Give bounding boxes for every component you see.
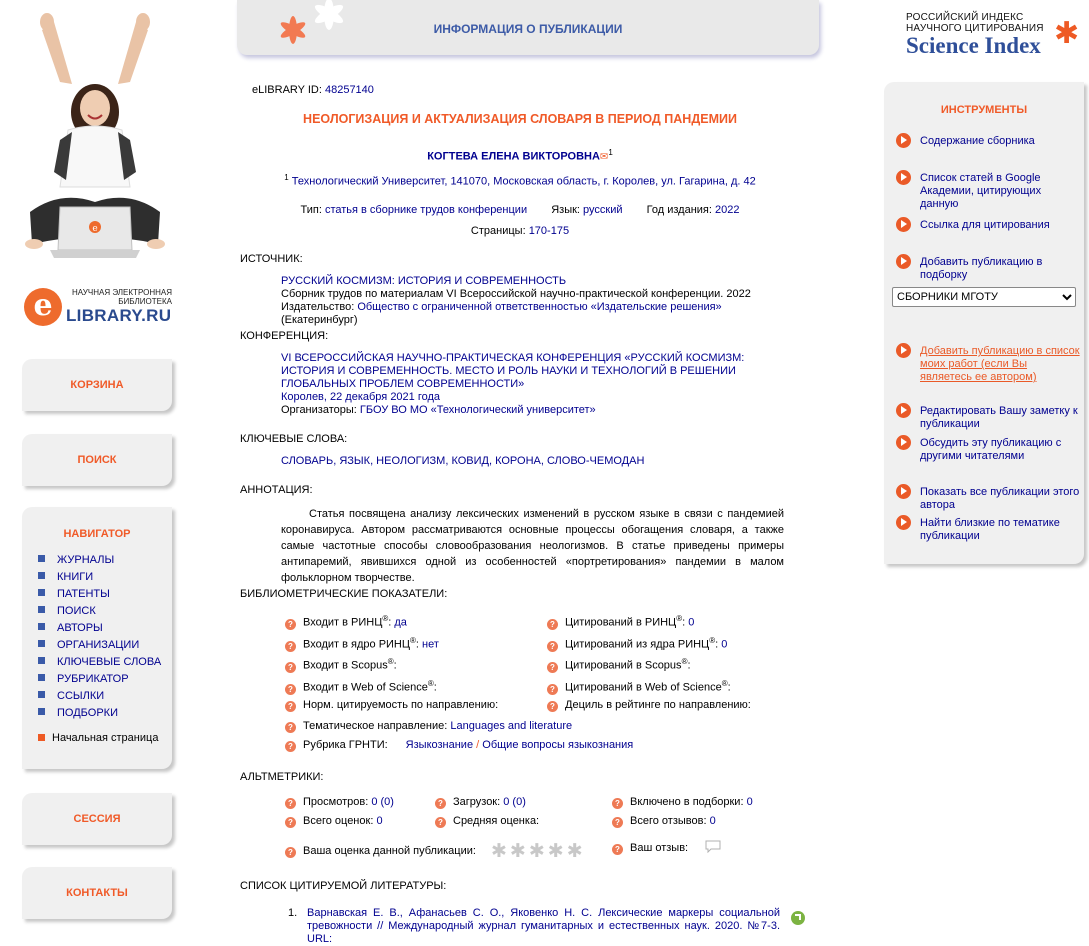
bullet-icon bbox=[38, 555, 45, 562]
alt-your-review: ? Ваш отзыв: bbox=[612, 840, 721, 855]
bullet-icon bbox=[38, 674, 45, 681]
annotation-label: АННОТАЦИЯ: bbox=[240, 484, 313, 496]
navigator-list bbox=[22, 552, 172, 722]
reference-link[interactable]: Варнавская Е. В., Афанасьев С. О., Яковенко Н. С. Лексические маркеры социальной тревожности // Международный журнал гуманитарных и естественных наук. 2020. №7-3. URL: bbox=[307, 907, 780, 945]
logo-caption: НАУЧНАЯ ЭЛЕКТРОННАЯ БИБЛИОТЕКА bbox=[72, 288, 172, 306]
reference-go-icon[interactable] bbox=[791, 911, 805, 925]
nav-item-authors[interactable]: АВТОРЫ bbox=[38, 620, 172, 637]
help-icon[interactable]: ? bbox=[612, 817, 623, 828]
tool-edit-note[interactable]: Редактировать Вашу заметку к публикации bbox=[896, 405, 1080, 431]
reference-item bbox=[307, 907, 780, 946]
tools-title: ИНСТРУМЕНТЫ bbox=[940, 104, 1028, 116]
arrow-right-icon bbox=[896, 484, 911, 499]
si-line1: РОССИЙСКИЙ ИНДЕКС bbox=[906, 12, 1024, 23]
navigator-panel bbox=[22, 507, 172, 769]
source-publisher: Издательство: Общество с ограниченной ответственностью «Издательские решения» (Екатеринбург) bbox=[281, 301, 722, 326]
source-desc: Сборник трудов по материалам VI Всероссийской научно-практической конференции. 2022 bbox=[281, 288, 751, 300]
help-icon[interactable]: ? bbox=[612, 844, 623, 855]
biblio-cit-core: ? Цитирований из ядра РИНЦ®: 0 bbox=[547, 636, 727, 652]
comment-icon[interactable] bbox=[705, 840, 721, 853]
elibrary-id-value[interactable]: 48257140 bbox=[324, 84, 374, 96]
nav-item-journals[interactable]: ЖУРНАЛЫ bbox=[38, 552, 172, 569]
elibrary-id: eLIBRARY ID: 48257140 bbox=[252, 84, 374, 96]
header-title: ИНФОРМАЦИЯ О ПУБЛИКАЦИИ bbox=[433, 22, 623, 36]
tool-google-scholar[interactable]: Список статей в Google Академии, цитирующих данную bbox=[896, 172, 1080, 211]
org-link[interactable]: ГБОУ ВО МО «Технологический университет» bbox=[359, 404, 596, 416]
meta-line: Тип: статья в сборнике трудов конференции Язык: русский Год издания: 2022 bbox=[300, 204, 740, 216]
help-icon[interactable]: ? bbox=[285, 741, 296, 752]
bullet-icon bbox=[38, 708, 45, 715]
help-icon[interactable]: ? bbox=[285, 619, 296, 630]
help-icon[interactable]: ? bbox=[435, 817, 446, 828]
biblio-cit-wos: ? Цитирований в Web of Science®: bbox=[547, 679, 731, 695]
tool-author-publications[interactable]: Показать все публикации этого автора bbox=[896, 486, 1080, 512]
affiliation: $^1$ Технологический Университет, 141070, Московская область, г. Королев, ул. Гагарина, д. 42 bbox=[284, 173, 756, 188]
arrow-right-icon bbox=[896, 254, 911, 269]
bullet-icon bbox=[38, 606, 45, 613]
search-label: ПОИСК bbox=[77, 454, 117, 466]
keywords-links[interactable]: СЛОВАРЬ, ЯЗЫК, НЕОЛОГИЗМ, КОВИД, КОРОНА, СЛОВО-ЧЕМОДАН bbox=[281, 455, 645, 467]
arrow-right-icon bbox=[896, 403, 911, 418]
left-column bbox=[0, 0, 185, 932]
help-icon[interactable]: ? bbox=[612, 798, 623, 809]
science-index-logo[interactable] bbox=[906, 12, 1081, 67]
alt-your-rating: ? Ваша оценка данной публикации: ✱✱✱✱✱ bbox=[285, 840, 586, 863]
search-button[interactable] bbox=[22, 434, 172, 486]
affiliation-link[interactable]: Технологический Университет, 141070, Московская область, г. Королев, ул. Гагарина, д. 42 bbox=[291, 175, 756, 188]
alt-avg: ? Средняя оценка: bbox=[435, 815, 539, 828]
arrow-right-icon bbox=[896, 515, 911, 530]
nav-item-books[interactable]: КНИГИ bbox=[38, 569, 172, 586]
si-brand: Science Index bbox=[906, 33, 1041, 58]
biblio-cit-scopus: ? Цитирований в Scopus®: bbox=[547, 657, 691, 673]
alt-ratings: ? Всего оценок: 0 bbox=[285, 815, 383, 828]
help-icon[interactable]: ? bbox=[285, 641, 296, 652]
tool-similar-publications[interactable]: Найти близкие по тематике публикации bbox=[896, 517, 1080, 543]
alt-views: ? Просмотров: 0 (0) bbox=[285, 796, 394, 809]
lang-value[interactable]: русский bbox=[583, 204, 623, 216]
tool-add-to-my-works[interactable]: Добавить публикацию в список моих работ (если Вы являетесь ее автором) bbox=[896, 345, 1080, 384]
nav-item-organizations[interactable]: ОРГАНИЗАЦИИ bbox=[38, 637, 172, 654]
nav-item-patents[interactable]: ПАТЕНТЫ bbox=[38, 586, 172, 603]
help-icon[interactable]: ? bbox=[285, 662, 296, 673]
biblio-norm: ? Норм. цитируемость по направлению: bbox=[285, 699, 498, 712]
keywords-list bbox=[281, 455, 791, 468]
elibrary-logo[interactable] bbox=[24, 284, 174, 330]
conference-title-link[interactable]: VI ВСЕРОССИЙСКАЯ НАУЧНО-ПРАКТИЧЕСКАЯ КОНФЕРЕНЦИЯ «РУССКИЙ КОСМИЗМ: ИСТОРИЯ И СОВРЕМЕННОСТЬ. МЕСТО И РОЛЬ НАУКИ И ТЕХНОЛОГИЙ В РЕШЕНИИ ГЛОБАЛЬНЫХ ПРОБЛЕМ СОВРЕМЕННОСТИ» bbox=[281, 352, 745, 390]
nav-item-search[interactable]: ПОИСК bbox=[38, 603, 172, 620]
annotation-text: Статья посвящена анализу лексических изменений в русском языке в связи с пандемией коронавируса. Автором рассматриваются основные процессы обогащения словаря, а также самые частотные способы словообразования неологизмов. В статье приведены примеры антипаремий, явившихся одной из особенностей «портретирования» пандемии в малом фольклорном творчестве. bbox=[281, 508, 784, 584]
bullet-icon bbox=[38, 657, 45, 664]
help-icon[interactable]: ? bbox=[285, 847, 296, 858]
contacts-button[interactable] bbox=[22, 867, 172, 919]
bullet-icon bbox=[38, 640, 45, 647]
source-title-link[interactable]: РУССКИЙ КОСМИЗМ: ИСТОРИЯ И СОВРЕМЕННОСТЬ bbox=[281, 275, 567, 287]
conference-place-date[interactable]: Королев, 22 декабря 2021 года bbox=[281, 391, 441, 403]
biblio-grnti: ? Рубрика ГРНТИ: Языкознание / Общие вопросы языкознания bbox=[285, 739, 633, 752]
bullet-icon bbox=[38, 589, 45, 596]
rating-stars-icon[interactable]: ✱✱✱✱✱ bbox=[491, 841, 586, 862]
help-icon[interactable]: ? bbox=[435, 798, 446, 809]
tool-cite-link[interactable]: Ссылка для цитирования bbox=[896, 219, 1080, 232]
reference-number: 1. bbox=[288, 907, 298, 919]
source-block bbox=[281, 275, 791, 327]
biblio-scopus: ? Входит в Scopus®: bbox=[285, 657, 397, 673]
alt-reviews: ? Всего отзывов: 0 bbox=[612, 815, 716, 828]
publisher-link[interactable]: Общество с ограниченной ответственностью «Издательские решения» bbox=[357, 301, 722, 313]
grnti-link-a[interactable]: Языкознание bbox=[405, 739, 474, 751]
session-button[interactable] bbox=[22, 793, 172, 845]
author-link[interactable]: КОГТЕВА ЕЛЕНА ВИКТОРОВНА bbox=[427, 150, 600, 163]
alt-collections: ? Включено в подборки: 0 bbox=[612, 796, 753, 809]
arrow-right-icon bbox=[896, 343, 911, 358]
bullet-icon bbox=[38, 691, 45, 698]
home-link[interactable]: Начальная страница bbox=[22, 732, 172, 744]
session-label: СЕССИЯ bbox=[73, 813, 121, 825]
conference-block bbox=[281, 352, 771, 417]
biblio-wos: ? Входит в Web of Science®: bbox=[285, 679, 437, 695]
tool-discuss[interactable]: Обсудить эту публикацию с другими читателями bbox=[896, 437, 1080, 463]
nav-item-rubricator[interactable]: РУБРИКАТОР bbox=[38, 671, 172, 688]
biblio-core: ? Входит в ядро РИНЦ®: нет bbox=[285, 636, 439, 652]
help-icon[interactable]: ? bbox=[285, 817, 296, 828]
asterisk-icon: ✱ bbox=[1054, 17, 1080, 50]
email-icon[interactable]: ✉ bbox=[599, 151, 609, 163]
help-icon[interactable]: ? bbox=[547, 701, 558, 712]
tools-panel bbox=[884, 82, 1084, 564]
help-icon[interactable]: ? bbox=[547, 662, 558, 673]
biblio-label: БИБЛИОМЕТРИЧЕСКИЕ ПОКАЗАТЕЛИ: bbox=[240, 588, 448, 600]
year-value[interactable]: 2022 bbox=[715, 204, 740, 216]
bullet-icon bbox=[38, 623, 45, 630]
tool-add-to-collection[interactable]: Добавить публикацию в подборку bbox=[896, 256, 1080, 282]
pages-value: 170-175 bbox=[528, 225, 570, 237]
bullet-icon bbox=[38, 572, 45, 579]
alt-downloads: ? Загрузок: 0 (0) bbox=[435, 796, 526, 809]
tool-collection-contents[interactable]: Содержание сборника bbox=[896, 135, 1080, 148]
elibrary-e-icon: e bbox=[24, 288, 62, 326]
arrow-right-icon bbox=[896, 133, 911, 148]
biblio-decile: ? Дециль в рейтинге по направлению: bbox=[547, 699, 751, 712]
nav-item-links[interactable]: ССЫЛКИ bbox=[38, 688, 172, 705]
help-icon[interactable]: ? bbox=[547, 619, 558, 630]
biblio-rinc: ? Входит в РИНЦ®: да bbox=[285, 614, 407, 630]
svg-text:e: e bbox=[92, 224, 98, 234]
si-line2: НАУЧНОГО ЦИТИРОВАНИЯ bbox=[906, 23, 1044, 34]
help-icon[interactable]: ? bbox=[285, 798, 296, 809]
cart-label: КОРЗИНА bbox=[70, 379, 124, 391]
source-label: ИСТОЧНИК: bbox=[240, 253, 303, 265]
nav-item-collections[interactable]: ПОДБОРКИ bbox=[38, 705, 172, 722]
references-label: СПИСОК ЦИТИРУЕМОЙ ЛИТЕРАТУРЫ: bbox=[240, 880, 447, 892]
altmetrics-label: АЛЬТМЕТРИКИ: bbox=[240, 771, 324, 783]
arrow-right-icon bbox=[896, 170, 911, 185]
conference-label: КОНФЕРЕНЦИЯ: bbox=[240, 330, 329, 342]
home-bullet-icon bbox=[38, 734, 45, 741]
arrow-right-icon bbox=[896, 217, 911, 232]
type-value[interactable]: статья в сборнике трудов конференции bbox=[324, 204, 528, 216]
help-icon[interactable]: ? bbox=[285, 684, 296, 695]
biblio-theme: ? Тематическое направление: Languages and literature bbox=[285, 720, 572, 733]
logo-brand: LIBRARY.RU bbox=[66, 306, 172, 325]
keywords-label: КЛЮЧЕВЫЕ СЛОВА: bbox=[240, 433, 348, 445]
help-icon[interactable]: ? bbox=[285, 701, 296, 712]
contacts-label: КОНТАКТЫ bbox=[66, 887, 128, 899]
conference-org: Организаторы: ГБОУ ВО МО «Технологический университет» bbox=[281, 404, 596, 416]
biblio-cit-rinc: ? Цитирований в РИНЦ®: 0 bbox=[547, 614, 694, 630]
page-header bbox=[237, 0, 819, 55]
hero-illustration bbox=[20, 12, 170, 262]
author-line: КОГТЕВА ЕЛЕНА ВИКТОРОВНА✉$^1$ bbox=[427, 148, 613, 163]
grnti-link-b[interactable]: Общие вопросы языкознания bbox=[482, 739, 634, 751]
theme-link[interactable]: Languages and literature bbox=[450, 720, 573, 732]
arrow-right-icon bbox=[896, 435, 911, 450]
publication-title: НЕОЛОГИЗАЦИЯ И АКТУАЛИЗАЦИЯ СЛОВАРЯ В ПЕРИОД ПАНДЕМИИ bbox=[303, 112, 737, 126]
navigator-title: НАВИГАТОР bbox=[63, 528, 131, 540]
cart-button[interactable] bbox=[22, 359, 172, 411]
help-icon[interactable]: ? bbox=[547, 684, 558, 695]
help-icon[interactable]: ? bbox=[547, 641, 558, 652]
help-icon[interactable]: ? bbox=[285, 722, 296, 733]
collection-select[interactable] bbox=[892, 287, 1076, 307]
nav-item-keywords[interactable]: КЛЮЧЕВЫЕ СЛОВА bbox=[38, 654, 172, 671]
pages-line: Страницы: 170-175 bbox=[470, 225, 570, 237]
